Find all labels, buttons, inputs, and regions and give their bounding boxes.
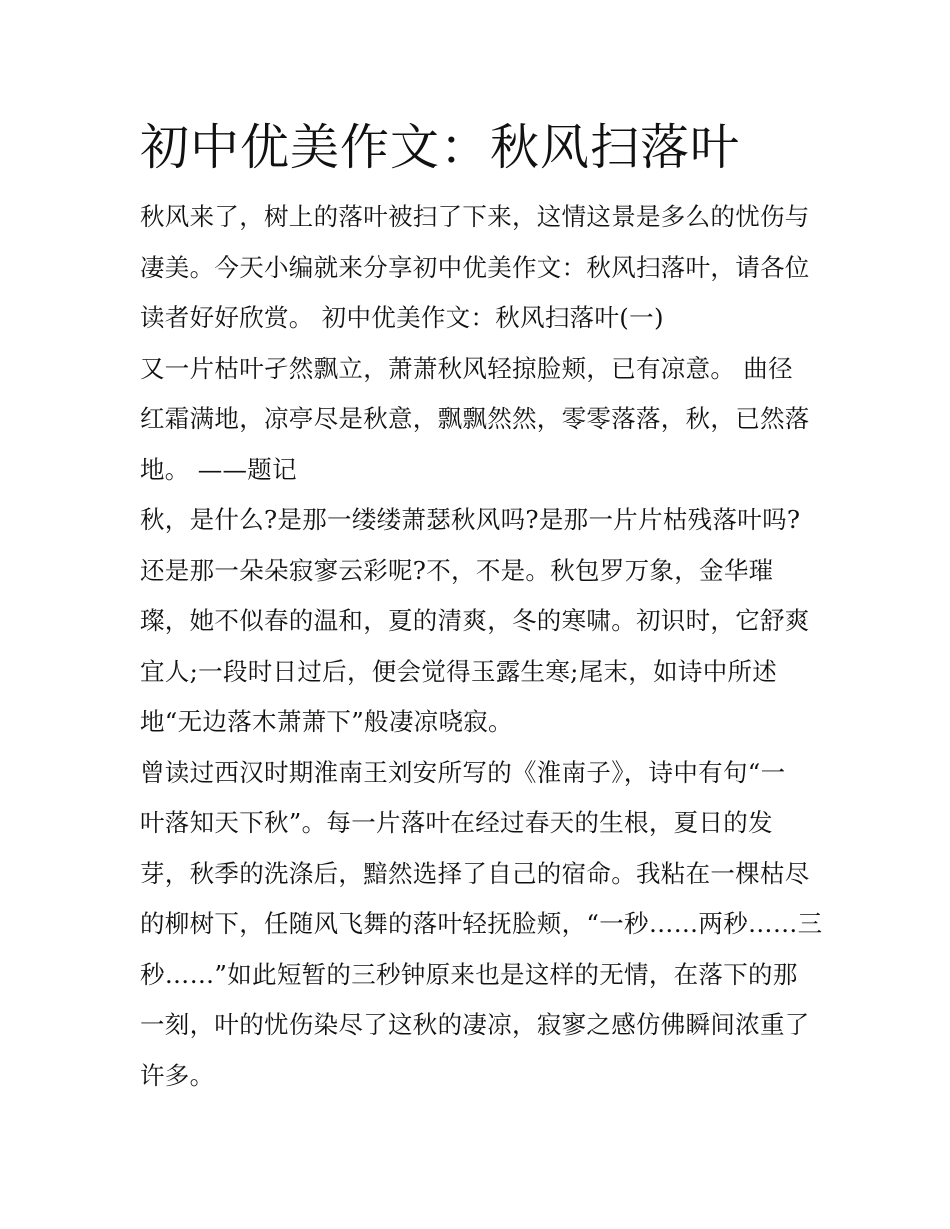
body-line: 地“无边落木萧萧下”般凄凉哓寂。: [140, 707, 513, 736]
body-line: 叶落知天下秋”。每一片落叶在经过春天的生根，夏日的发: [140, 808, 773, 837]
body-line: 许多。: [140, 1060, 215, 1090]
body-line: 璨，她不似春的温和，夏的清爽，冬的寒啸。初识时，它舒爽: [140, 606, 810, 635]
document-page: [140, 118, 823, 1101]
body-line: 芽，秋季的洗涤后，黯然选择了自己的宿命。我粘在一棵枯尽: [140, 858, 810, 888]
body-line: 凄美。今天小编就来分享初中优美作文：秋风扫落叶，请各位: [140, 252, 810, 282]
body-line: 红霜满地，凉亭尽是秋意，飘飘然然，零零落落，秋，已然落: [140, 404, 810, 433]
body-line: 一刻，叶的忧伤染尽了这秋的凄凉，寂寥之感仿佛瞬间浓重了: [140, 1010, 810, 1039]
body-line: 宜人;一段时日过后，便会觉得玉露生寒;尾末，如诗中所述: [140, 656, 778, 686]
body-line: 读者好好欣赏。 初中优美作文：秋风扫落叶(一): [140, 303, 664, 332]
body-line: 又一片枯叶孑然飘立，萧萧秋风轻掠脸颊，已有凉意。 曲径: [140, 353, 793, 383]
body-line: 还是那一朵朵寂寥云彩呢?不，不是。秋包罗万象，金华璀: [140, 555, 774, 585]
document-body: [140, 192, 823, 1101]
body-line: 秒……”如此短暂的三秒钟原来也是这样的无情，在落下的那: [140, 959, 798, 989]
body-line: 地。 ——题记: [140, 454, 297, 484]
body-line: 的柳树下，任随风飞舞的落叶轻抚脸颊，“一秒……两秒……三: [140, 909, 823, 938]
body-line: 曾读过西汉时期淮南王刘安所写的《淮南子》，诗中有句“一: [140, 757, 786, 787]
body-line: 秋风来了，树上的落叶被扫了下来，这情这景是多么的忧伤与: [140, 202, 810, 231]
body-line: 秋，是什么?是那一缕缕萧瑟秋风吗?是那一片片枯残落叶吗?: [140, 505, 801, 534]
document-title: 初中优美作文：秋风扫落叶: [140, 119, 741, 176]
